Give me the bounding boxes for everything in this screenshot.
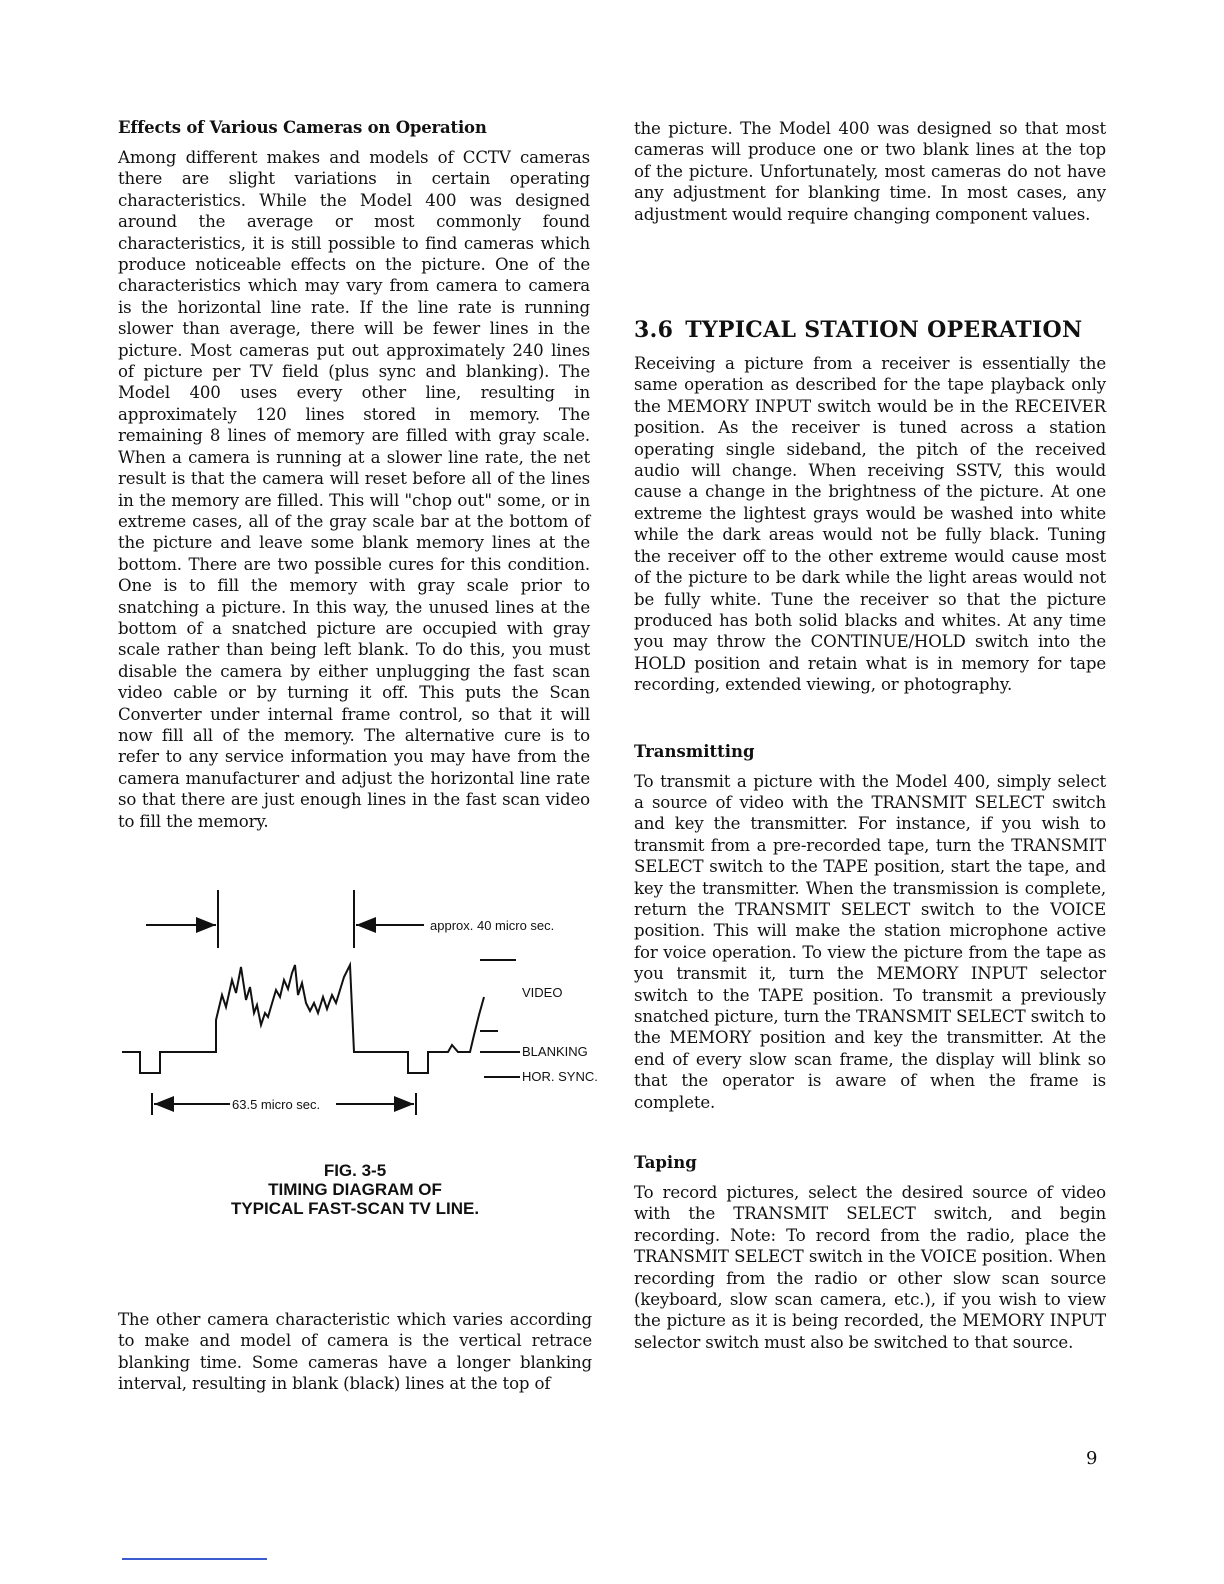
- hor-sync-label: HOR. SYNC.: [522, 1069, 598, 1084]
- continuation-paragraph: the picture. The Model 400 was designed so that most cameras will produce one or two blank lines at the top of the picture. Unfortunately, most cameras do not have any adjustment for blanking time. In most cases, any adjustment would require changing component values.: [634, 119, 1106, 224]
- approx-label: approx. 40 micro sec.: [430, 918, 555, 933]
- taping-heading: Taping: [634, 1153, 697, 1173]
- waveform-line: [122, 965, 484, 1073]
- transmitting-paragraph: To transmit a picture with the Model 400, simply select a source of video with the TRANSMIT SELECT switch and key the transmitter. For instance, if you wish to transmit from a pre-recorded tape, turn the TRANSMIT SELECT switch to the TAPE position, start the tape, and key the transmitter. When the transmission is complete, return the TRANSMIT SELECT switch to the VOICE position. This will make the station microphone active for voice operation. To view the picture from the tape as you transmit it, turn the MEMORY INPUT selector switch to the TAPE position. To transmit a previously snatched picture, turn the TRANSMIT SELECT switch to the MEMORY position and key the transmitter. At the end of every slow scan frame, the display will blink so that the operator is aware of when the frame is complete.: [634, 771, 1106, 1112]
- blanking-time-paragraph: The other camera characteristic which varies according to make and model of camera is the vertical retrace blanking time. Some cameras have a longer blanking interval, resulting in blank (black) lines at the top of: [118, 1310, 592, 1394]
- left-column-bottom: [118, 1309, 592, 1395]
- caption-line-1: FIG. 3-5: [323, 1161, 387, 1180]
- section-heading-station-operation: [634, 317, 1106, 343]
- timing-diagram: [118, 885, 618, 1125]
- caption-line-3: TYPICAL FAST-SCAN TV LINE.: [230, 1199, 480, 1218]
- section-heading-cameras: Effects of Various Cameras on Operation: [118, 118, 487, 137]
- video-label: VIDEO: [522, 985, 563, 1000]
- figure-caption: [118, 1161, 592, 1218]
- footer-rule: [122, 1558, 267, 1560]
- taping-paragraph: To record pictures, select the desired source of video with the TRANSMIT SELECT switch, and begin recording. Note: To record from the radio, place the TRANSMIT SELECT switch in the VOICE position. When recording from the radio or other slow scan source (keyboard, slow scan camera, etc.), if you wish to view the picture as it is being recorded, the MEMORY INPUT selector switch must also be switched to that source.: [634, 1183, 1106, 1352]
- caption-line-2: TIMING DIAGRAM OF: [268, 1180, 442, 1199]
- period-label: 63.5 micro sec.: [232, 1097, 321, 1112]
- page-number: 9: [1086, 1448, 1098, 1469]
- right-column: [634, 118, 1106, 1353]
- left-column: [118, 118, 590, 832]
- cameras-paragraph: Among different makes and models of CCTV cameras there are slight variations in certain operating characteristics. While the Model 400 was designed around the average or most commonly found characteristics, it is still possible to find cameras which produce noticeable effects on the picture. One of the characteristics which may vary from camera to camera is the horizontal line rate. If the line rate is running slower than average, there will be fewer lines in the picture. Most cameras put out approximately 240 lines of picture per TV field (plus sync and blanking). The Model 400 uses every other line, resulting in approximately 120 lines stored in memory. The remaining 8 lines of memory are filled with gray scale. When a camera is running at a slower line rate, the net result is that the camera will reset before all of the lines in the memory are filled. This will "chop out" some, or in extreme cases, all of the gray scale bar at the bottom of the picture and leave some blank memory lines at the bottom. There are two possible cures for this condition. One is to fill the memory with gray scale prior to snatching a picture. In this way, the unused lines at the bottom of a snatched picture are occupied with gray scale rather than being left blank. To do this, you must disable the camera by either unplugging the fast scan video cable or by turning it off. This puts the Scan Converter under internal frame control, so that it will now fill all of the memory. The alternative cure is to refer to any service information you may have from the camera manufacturer and adjust the horizontal line rate so that there are just enough lines in the fast scan video to fill the memory.: [118, 148, 590, 831]
- section-number: 3.6: [634, 317, 674, 344]
- station-operation-paragraph: Receiving a picture from a receiver is essentially the same operation as described for the tape playback only the MEMORY INPUT switch would be in the RECEIVER position. As the receiver is tuned across a station operating single sideband, the pitch of the received audio will change. When receiving SSTV, this would cause a change in the brightness of the picture. At one extreme the lightest grays would be washed into white while the dark areas would not be fully black. Tuning the receiver off to the other extreme would cause most of the picture to be dark while the light areas would not be fully white. Tune the receiver so that the picture produced has both solid blacks and whites. At any time you may throw the CONTINUE/HOLD switch into the HOLD position and retain what is in memory for tape recording, extended viewing, or photography.: [634, 354, 1106, 695]
- section-title: TYPICAL STATION OPERATION: [685, 317, 1083, 344]
- transmitting-heading: Transmitting: [634, 741, 755, 761]
- blanking-label: BLANKING: [522, 1044, 588, 1059]
